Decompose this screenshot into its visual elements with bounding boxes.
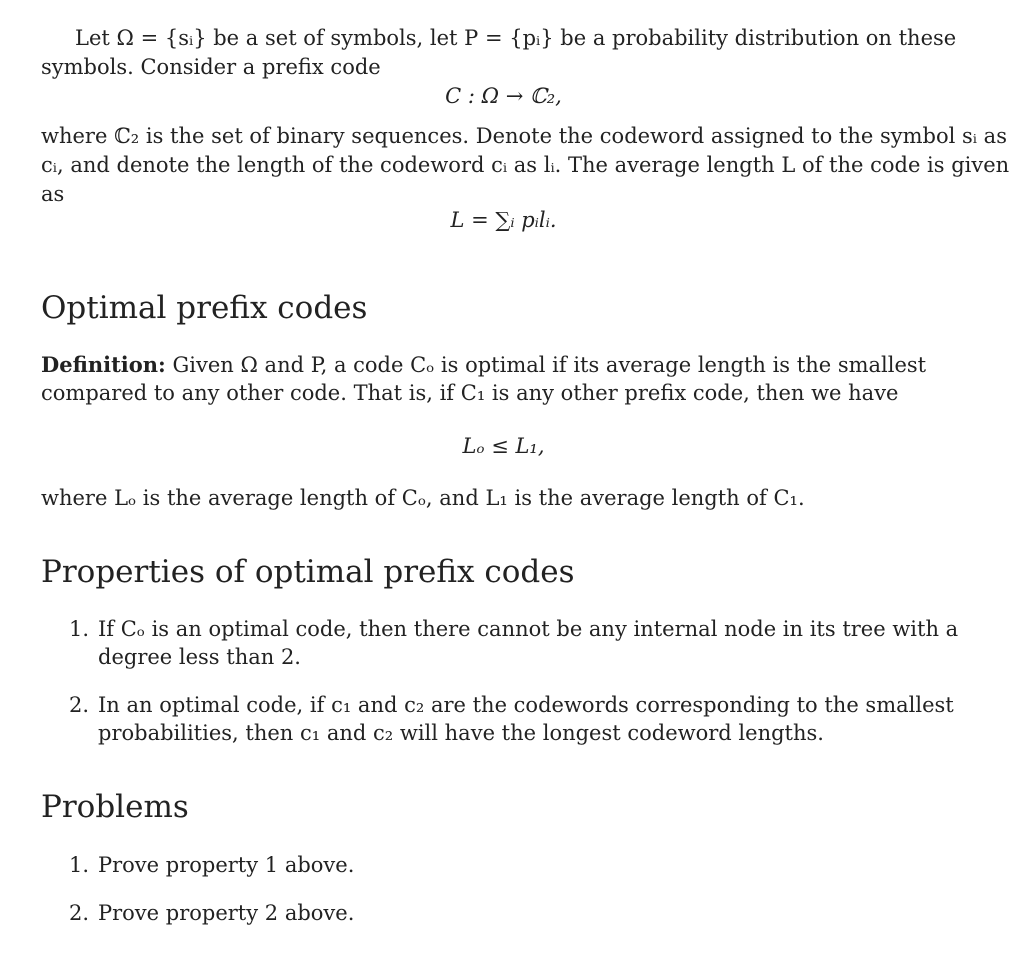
definition-after-line (41, 486, 805, 510)
intro-p2-line2-text: cᵢ, and denote the length of the codeword cᵢ as lᵢ. The average length L of the code is given (41, 153, 1010, 177)
section-heading-optimal-prefix-codes (41, 290, 367, 326)
intro-paragraph-line-2 (41, 55, 381, 79)
intro-p2-line1-text: where ℂ₂ is the set of binary sequences. Denote the codeword assigned to the symbol sᵢ as (41, 124, 1007, 148)
intro-paragraph2-line-2 (41, 153, 1009, 177)
list-item-line-2 (98, 721, 824, 745)
list-item-number (69, 901, 89, 925)
list-item-number (69, 693, 89, 717)
equation-average-length (41, 208, 966, 232)
list-item-line-1 (98, 693, 954, 717)
equation-optimal-inequality (41, 434, 966, 458)
section-heading-problems (41, 789, 189, 825)
definition-line-1 (41, 352, 926, 377)
section-heading-properties (41, 554, 575, 590)
list-item-line-1 (98, 617, 958, 641)
intro-p1-line2-text: symbols. Consider a prefix code (41, 55, 381, 79)
intro-p2-line3-text: as (41, 182, 65, 206)
list-item-line-2 (98, 645, 301, 669)
problem-2-number: 2. (69, 901, 90, 925)
intro-p1-line1-text: Let Ω = {sᵢ} be a set of symbols, let P = {pᵢ} be a probability distribution on these (75, 26, 957, 50)
property-2-number: 2. (69, 693, 90, 717)
list-item-text (98, 901, 354, 925)
definition-line1-text: Given Ω and P, a code Cₒ is optimal if its average length is the smallest (172, 353, 927, 377)
definition-line-2 (41, 381, 898, 405)
property-1-line2: degree less than 2. (98, 645, 301, 669)
list-item-number (69, 853, 89, 877)
section3-heading-text: Problems (41, 789, 189, 825)
property-1-number: 1. (69, 617, 90, 641)
problem-1-text: Prove property 1 above. (98, 853, 355, 877)
definition-after-text: where Lₒ is the average length of Cₒ, and L₁ is the average length of C₁. (41, 486, 805, 510)
equation-1-text: C : Ω → ℂ₂, (445, 84, 562, 108)
equation-3-text: Lₒ ≤ L₁, (462, 434, 545, 458)
problem-1-number: 1. (69, 853, 90, 877)
equation-prefix-code-map (41, 84, 966, 108)
property-1-line1: If Cₒ is an optimal code, then there cannot be any internal node in its tree with a (98, 617, 959, 641)
section1-heading-text: Optimal prefix codes (41, 290, 368, 326)
intro-paragraph2-line-1 (41, 124, 1007, 148)
definition-line2-text: compared to any other code. That is, if C₁ is any other prefix code, then we have (41, 381, 899, 405)
intro-paragraph2-line-3 (41, 182, 64, 206)
definition-label: Definition: (41, 352, 166, 377)
section2-heading-text: Properties of optimal prefix codes (41, 554, 575, 590)
list-item-text (98, 853, 354, 877)
list-item-number (69, 617, 89, 641)
property-2-line1: In an optimal code, if c₁ and c₂ are the codewords corresponding to the smallest (98, 693, 954, 717)
property-2-line2: probabilities, then c₁ and c₂ will have the longest codeword lengths. (98, 721, 824, 745)
problem-2-text: Prove property 2 above. (98, 901, 355, 925)
intro-paragraph-line-1 (75, 26, 966, 50)
equation-2-text: L = ∑ᵢ pᵢlᵢ. (450, 208, 557, 232)
